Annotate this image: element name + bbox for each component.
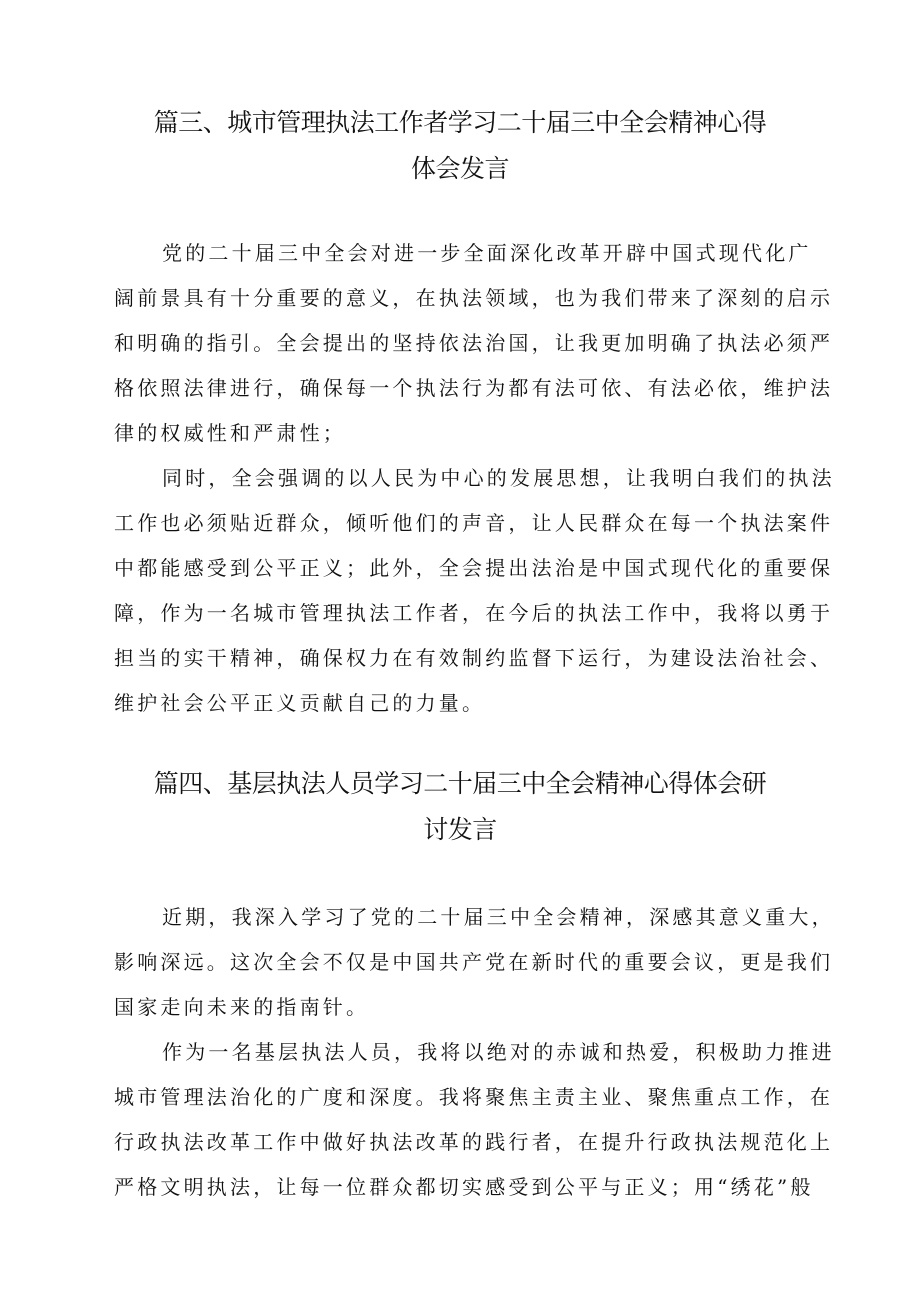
paragraph-line: 律的权威性和严肃性； [114,421,346,445]
paragraph-line: 和明确的指引。全会提出的坚持依法治国，让我更加明确了执法必须严 [114,331,834,355]
paragraph-line: 阔前景具有十分重要的意义，在执法领域，也为我们带来了深刻的启示 [114,286,834,310]
section-title-3 [100,100,820,192]
paragraph-line: 影响深远。这次全会不仅是中国共产党在新时代的重要会议，更是我们 [114,950,834,974]
paragraph [114,895,835,1030]
section-title-line: 篇三、城市管理执法工作者学习二十届三中全会精神心得 [153,108,767,137]
paragraph-line: 党的二十届三中全会对进一步全面深化改革开辟中国式现代化广 [162,241,812,265]
paragraph-line: 格依照法律进行，确保每一个执法行为都有法可依、有法必依，维护法 [114,376,834,400]
paragraph-line: 严格文明执法，让每一位群众都切实感受到公平与正义；用“绣花”般 [114,1175,814,1199]
section-title-4 [100,761,820,853]
paragraph-line: 维护社会公平正义贡献自己的力量。 [114,691,486,715]
section-title-line: 讨发言 [423,815,497,844]
paragraph-line: 近期，我深入学习了党的二十届三中全会精神，深感其意义重大， [162,905,835,929]
paragraph [114,456,835,726]
paragraph-line: 中都能感受到公平正义；此外，全会提出法治是中国式现代化的重要保 [114,556,834,580]
paragraph-line: 作为一名基层执法人员，我将以绝对的赤诚和热爱，积极助力推进 [162,1040,835,1064]
paragraph-line: 国家走向未来的指南针。 [114,995,370,1019]
paragraph [114,1030,835,1210]
paragraph-line: 工作也必须贴近群众，倾听他们的声音，让人民群众在每一个执法案件 [114,511,834,535]
paragraph-line: 行政执法改革工作中做好执法改革的践行者，在提升行政执法规范化上 [114,1130,834,1154]
paragraph-line: 障，作为一名城市管理执法工作者，在今后的执法工作中，我将以勇于 [114,601,834,625]
section-title-line: 体会发言 [410,154,509,183]
paragraph [114,231,834,456]
paragraph-line: 城市管理法治化的广度和深度。我将聚焦主责主业、聚焦重点工作，在 [114,1085,834,1109]
paragraph-line: 同时，全会强调的以人民为中心的发展思想，让我明白我们的执法 [162,466,835,490]
section-title-line: 篇四、基层执法人员学习二十届三中全会精神心得体会研 [153,769,767,798]
paragraph-line: 担当的实干精神，确保权力在有效制约监督下运行，为建设法治社会、 [114,646,834,670]
